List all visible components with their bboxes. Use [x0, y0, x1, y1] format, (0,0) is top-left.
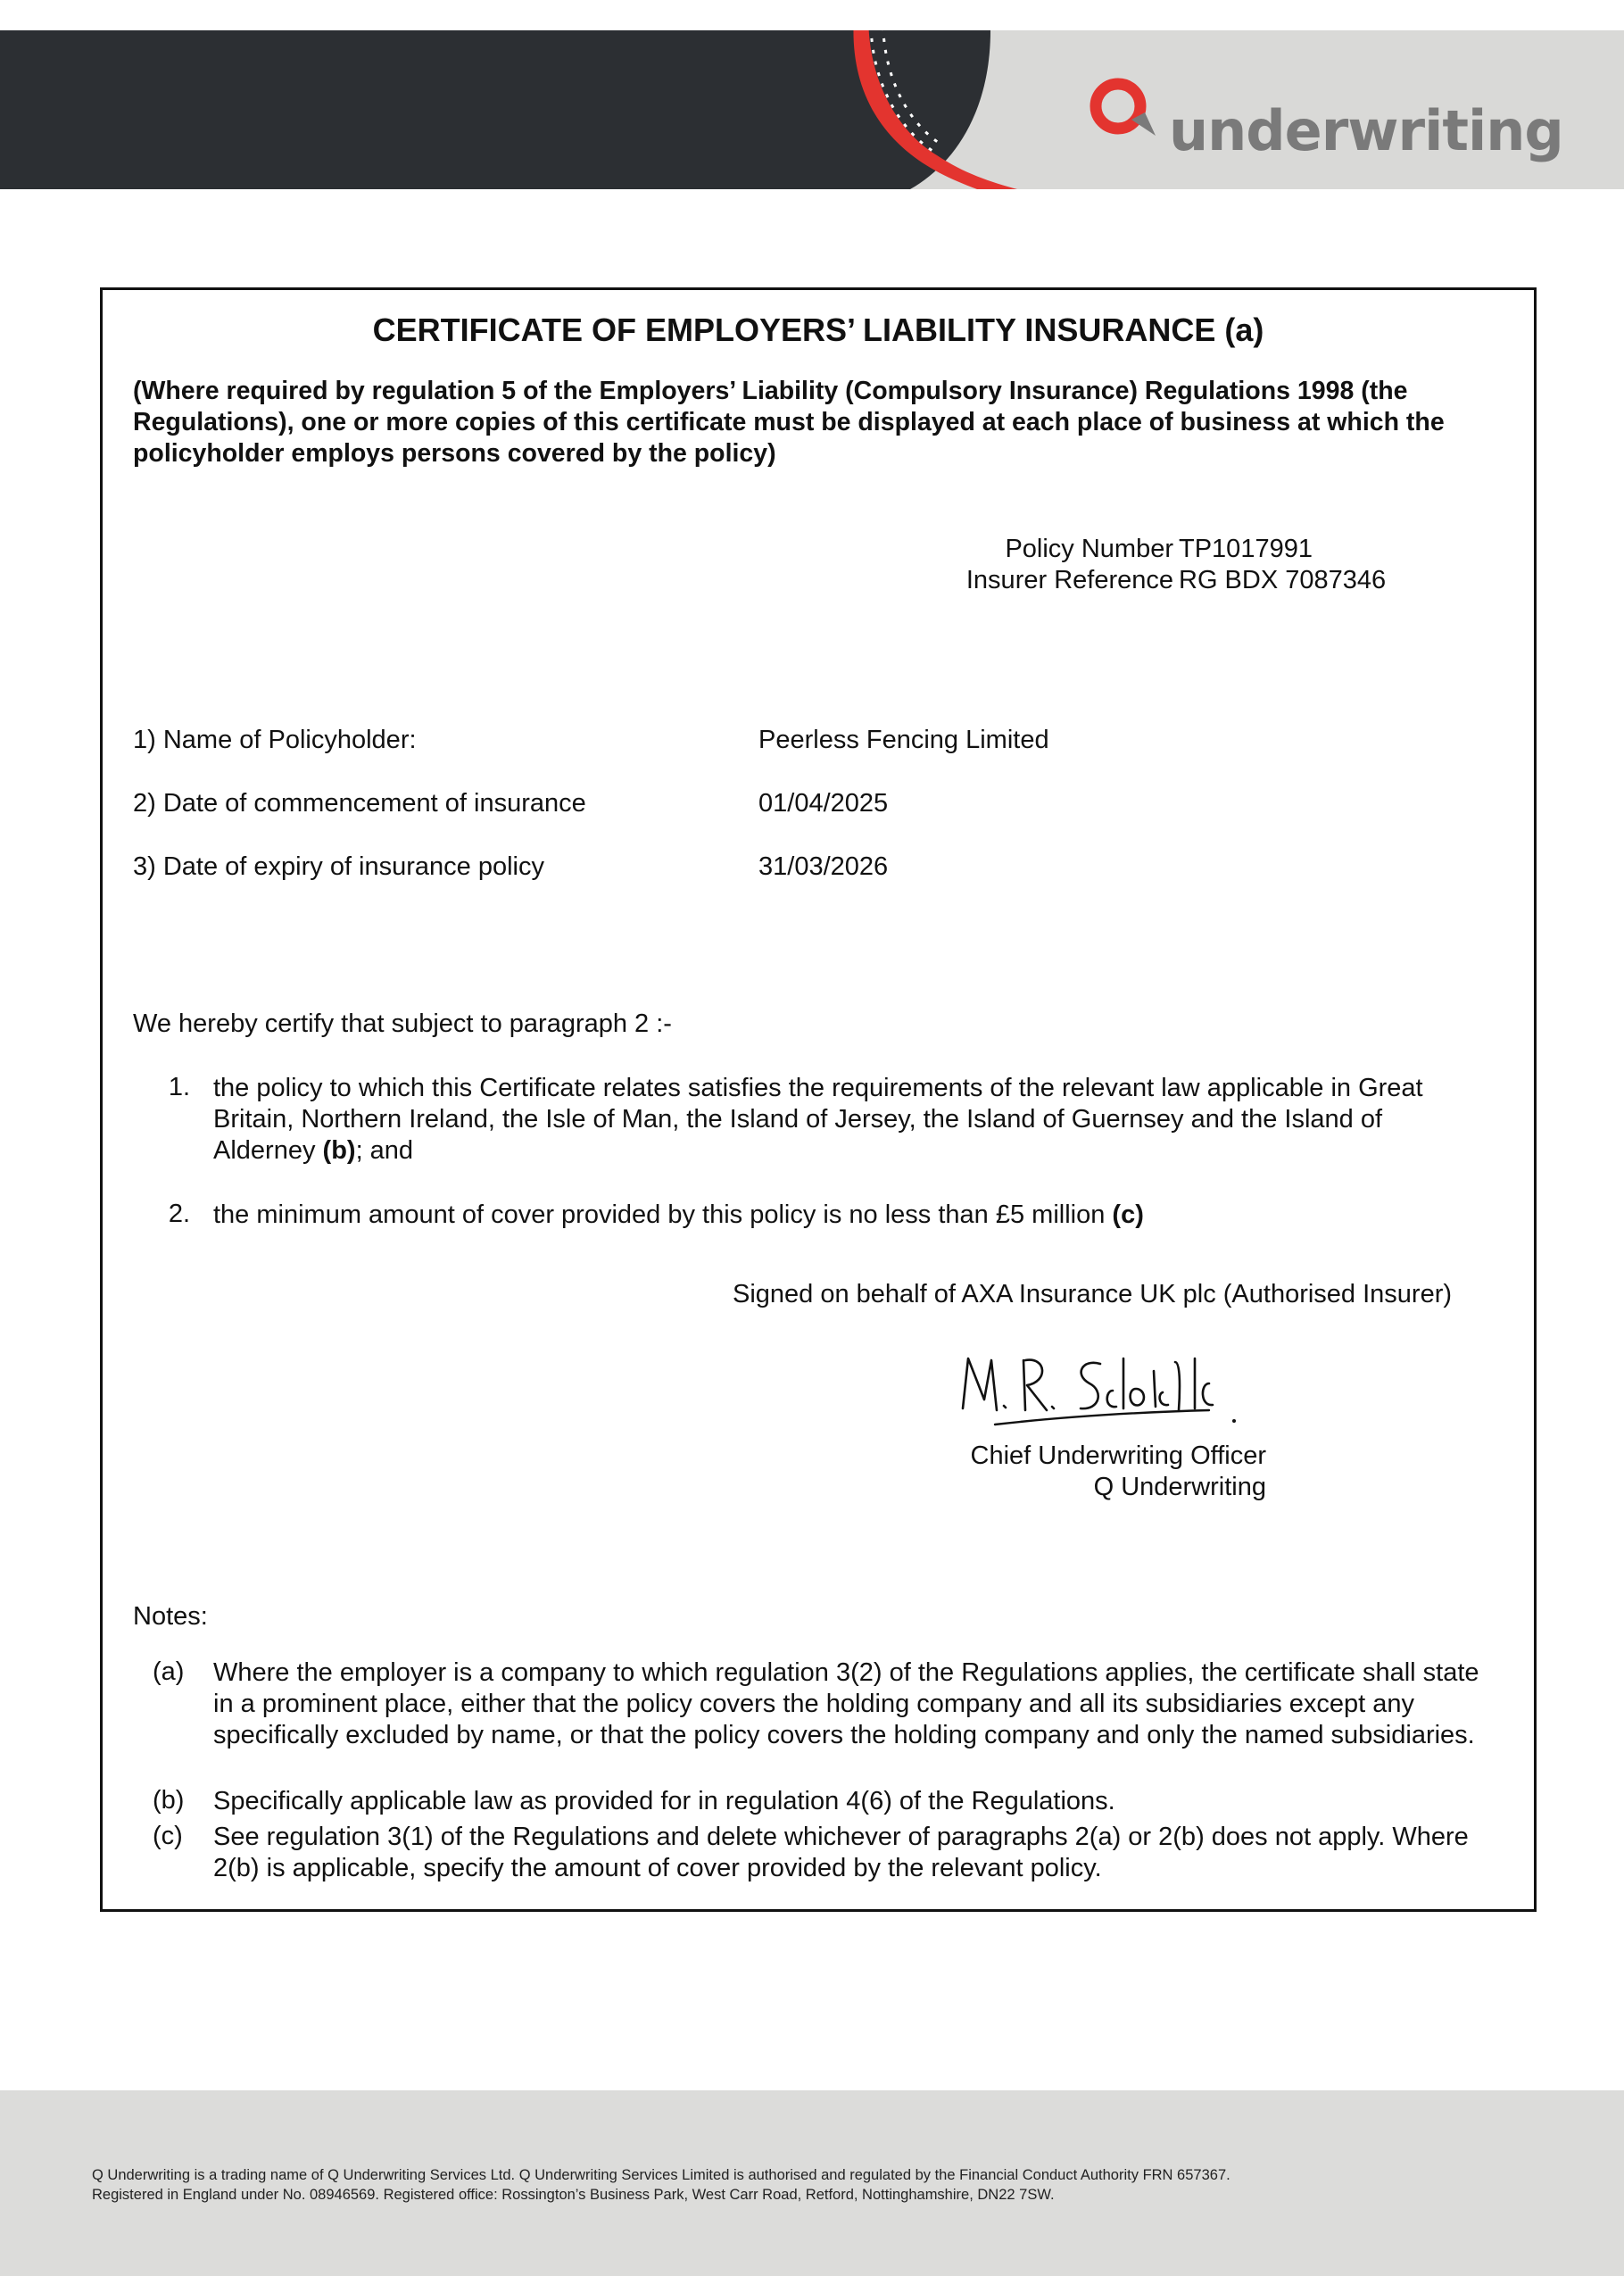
- policy-number-value: TP1017991: [1179, 535, 1313, 563]
- note-a-letter: (a): [153, 1657, 185, 1686]
- note-b-letter: (b): [153, 1786, 185, 1815]
- item-1-text: the policy to which this Certificate relates satisfies the requirements of the relevant law applicable in Great Britain, Northern Ireland, the Isle of Man, the Island of Jersey, the Island of Guernsey and the Island of Alderney (b); and: [213, 1074, 1423, 1165]
- footer-line-2: Registered in England under No. 08946569. Registered office: Rossington’s Business Park, West Carr Road, Retford, Nottinghamshire, DN22 7SW.: [92, 2187, 1055, 2203]
- item-1-number: 1.: [168, 1073, 190, 1101]
- insurer-reference-label: Insurer Reference: [965, 566, 1173, 594]
- insurer-reference-value: RG BDX 7087346: [1179, 566, 1387, 594]
- note-c-text: See regulation 3(1) of the Regulations and delete whichever of paragraphs 2(a) or 2(b) does not apply. Where 2(b) is applicable, specify the amount of cover provided by the relevant policy.: [213, 1823, 1469, 1882]
- certificate-subtitle: (Where required by regulation 5 of the Employers’ Liability (Compulsory Insurance) Regulations 1998 (the Regulations), one or more copies of this certificate must be displayed at each place of business at which the policyholder employs persons covered by the policy): [133, 377, 1445, 468]
- notes-heading: Notes:: [133, 1602, 208, 1631]
- item-2-number: 2.: [168, 1200, 190, 1228]
- signatory-company: Q Underwriting: [1093, 1473, 1266, 1501]
- note-a-text: Where the employer is a company to which regulation 3(2) of the Regulations applies, the certificate shall state in a prominent place, either that the policy covers the holding company and all its subsidiaries except any specifically excluded by name, or that the policy covers the holding company and only the named subsidiaries.: [213, 1658, 1479, 1749]
- item-2-text: the minimum amount of cover provided by this policy is no less than £5 million (c): [213, 1200, 1144, 1229]
- certificate-title: CERTIFICATE OF EMPLOYERS’ LIABILITY INSURANCE (a): [372, 311, 1264, 348]
- certify-intro: We hereby certify that subject to paragraph 2 :-: [133, 1009, 672, 1038]
- commencement-value: 01/04/2025: [758, 789, 889, 818]
- note-b-text: Specifically applicable law as provided for in regulation 4(6) of the Regulations.: [213, 1787, 1115, 1815]
- policyholder-label: 1) Name of Policyholder:: [133, 726, 417, 754]
- footer-line-1: Q Underwriting is a trading name of Q Underwriting Services Ltd. Q Underwriting Services Limited is authorised and regulated by the Financial Conduct Authority FRN 657367.: [92, 2167, 1230, 2183]
- signed-on-behalf: Signed on behalf of AXA Insurance UK plc (Authorised Insurer): [733, 1280, 1453, 1308]
- expiry-value: 31/03/2026: [758, 852, 889, 881]
- note-c-letter: (c): [153, 1822, 183, 1850]
- commencement-label: 2) Date of commencement of insurance: [133, 789, 586, 818]
- logo-wordmark: underwriting: [1169, 98, 1563, 163]
- signature: [949, 1339, 1243, 1437]
- expiry-label: 3) Date of expiry of insurance policy: [133, 852, 544, 881]
- handwritten-signature: [949, 1339, 1243, 1433]
- policyholder-value: Peerless Fencing Limited: [758, 726, 1049, 754]
- policy-number-label: Policy Number: [1005, 535, 1173, 563]
- signatory-title: Chief Underwriting Officer: [970, 1441, 1266, 1470]
- footer: [0, 2090, 1624, 2276]
- header-banner: [0, 30, 1624, 189]
- certificate-box: [100, 287, 1537, 1912]
